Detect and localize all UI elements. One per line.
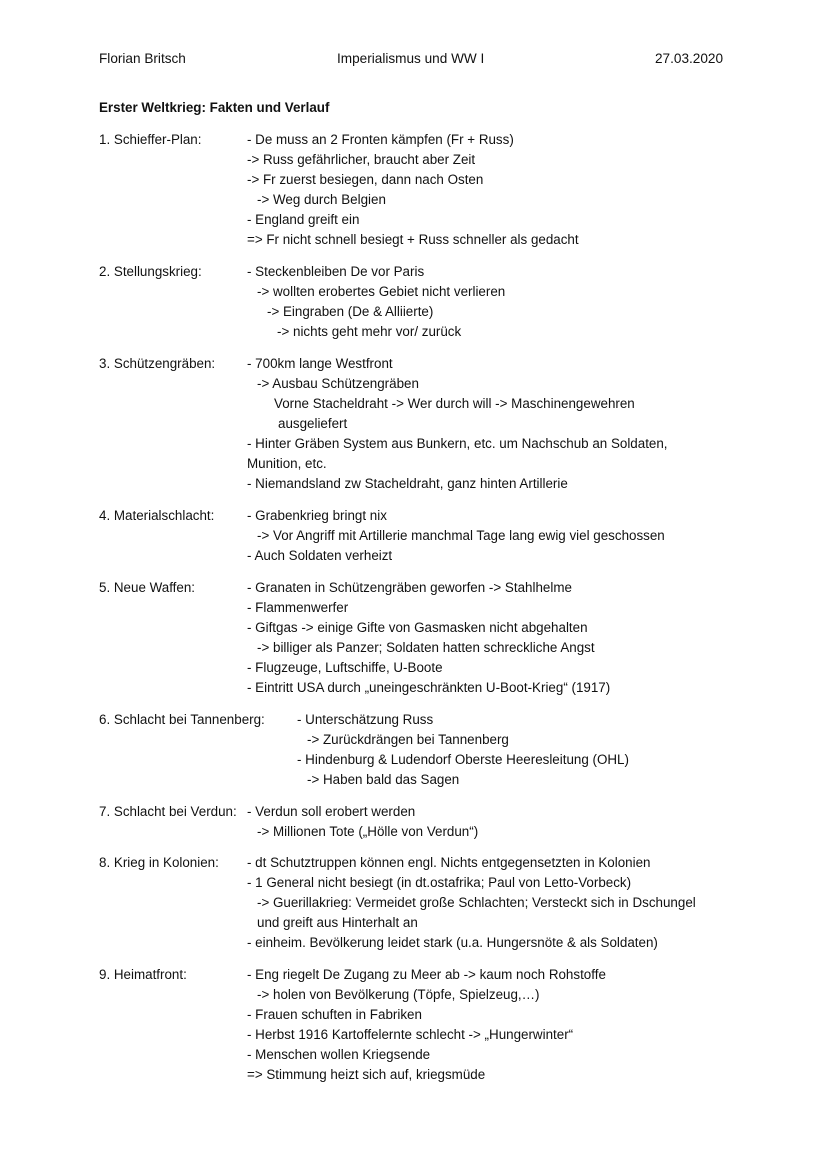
section-line: - Niemandsland zw Stacheldraht, ganz hinten Artillerie	[247, 476, 568, 491]
section-line: - Herbst 1916 Kartoffelernte schlecht -> „Hungerwinter“	[247, 1027, 574, 1042]
section-label: 5. Neue Waffen:	[99, 580, 196, 595]
section-line: Munition, etc.	[247, 456, 327, 471]
section-line: - Hinter Gräben System aus Bunkern, etc. um Nachschub an Soldaten,	[247, 436, 668, 451]
section-line: -> Russ gefährlicher, braucht aber Zeit	[247, 152, 476, 167]
section-label: 3. Schützengräben:	[99, 356, 216, 371]
section-line: - De muss an 2 Fronten kämpfen (Fr + Russ)	[247, 132, 514, 147]
section-line: -> holen von Bevölkerung (Töpfe, Spielzeug,…)	[257, 987, 540, 1002]
section-label: 1. Schieffer-Plan:	[99, 132, 202, 147]
section-line: - Auch Soldaten verheizt	[247, 548, 393, 563]
section-line: -> Zurückdrängen bei Tannenberg	[307, 732, 509, 747]
section-line: -> wollten erobertes Gebiet nicht verlieren	[257, 284, 506, 299]
section-line: - Granaten in Schützengräben geworfen -> Stahlhelme	[247, 580, 572, 595]
section-line: - dt Schutztruppen können engl. Nichts entgegensetzten in Kolonien	[247, 855, 651, 870]
section-line: - Verdun soll erobert werden	[247, 804, 416, 819]
section-label: 4. Materialschlacht:	[99, 508, 215, 523]
section-line: -> Guerillakrieg: Vermeidet große Schlachten; Versteckt sich in Dschungel	[257, 895, 696, 910]
section-line: - Flugzeuge, Luftschiffe, U-Boote	[247, 660, 443, 675]
section-line: -> Fr zuerst besiegen, dann nach Osten	[247, 172, 484, 187]
section-line: und greift aus Hinterhalt an	[257, 915, 418, 930]
section-line: -> Eingraben (De & Alliierte)	[267, 304, 434, 319]
section-line: - Frauen schuften in Fabriken	[247, 1007, 422, 1022]
section-line: -> Millionen Tote („Hölle von Verdun“)	[257, 824, 479, 839]
section-label: 8. Krieg in Kolonien:	[99, 855, 219, 870]
section-line: ausgeliefert	[278, 416, 348, 431]
section-line: - Menschen wollen Kriegsende	[247, 1047, 431, 1062]
section-line: -> billiger als Panzer; Soldaten hatten schreckliche Angst	[257, 640, 595, 655]
section-line: - Steckenbleiben De vor Paris	[247, 264, 425, 279]
section-line: -> Vor Angriff mit Artillerie manchmal Tage lang ewig viel geschossen	[257, 528, 665, 543]
section-line: - 1 General nicht besiegt (in dt.ostafrika; Paul von Letto-Vorbeck)	[247, 875, 632, 890]
section-line: - Hindenburg & Ludendorf Oberste Heeresleitung (OHL)	[297, 752, 629, 767]
section-line: -> Weg durch Belgien	[257, 192, 386, 207]
section-label: 2. Stellungskrieg:	[99, 264, 202, 279]
section-line: -> nichts geht mehr vor/ zurück	[277, 324, 462, 339]
section-line: - 700km lange Westfront	[247, 356, 393, 371]
section-line: - Unterschätzung Russ	[297, 712, 434, 727]
section-line: => Fr nicht schnell besiegt + Russ schneller als gedacht	[247, 232, 579, 247]
section-line: - Eintritt USA durch „uneingeschränkten U-Boot-Krieg“ (1917)	[247, 680, 611, 695]
section-label: 6. Schlacht bei Tannenberg:	[99, 712, 265, 727]
section-label: 9. Heimatfront:	[99, 967, 187, 982]
section-line: Vorne Stacheldraht -> Wer durch will -> Maschinengewehren	[274, 396, 635, 411]
section-label: 7. Schlacht bei Verdun:	[99, 804, 237, 819]
section-line: - Flammenwerfer	[247, 600, 349, 615]
section-line: - England greift ein	[247, 212, 360, 227]
header-subject: Imperialismus und WW I	[337, 51, 485, 66]
section-line: - Grabenkrieg bringt nix	[247, 508, 387, 523]
section-line: - Giftgas -> einige Gifte von Gasmasken nicht abgehalten	[247, 620, 588, 635]
document-title: Erster Weltkrieg: Fakten und Verlauf	[99, 100, 330, 115]
section-line: - einheim. Bevölkerung leidet stark (u.a. Hungersnöte & als Soldaten)	[247, 935, 658, 950]
section-line: -> Ausbau Schützengräben	[257, 376, 419, 391]
header-date: 27.03.2020	[655, 51, 724, 66]
header-author: Florian Britsch	[99, 51, 186, 66]
section-line: -> Haben bald das Sagen	[307, 772, 460, 787]
section-line: => Stimmung heizt sich auf, kriegsmüde	[247, 1067, 486, 1082]
section-line: - Eng riegelt De Zugang zu Meer ab -> kaum noch Rohstoffe	[247, 967, 606, 982]
